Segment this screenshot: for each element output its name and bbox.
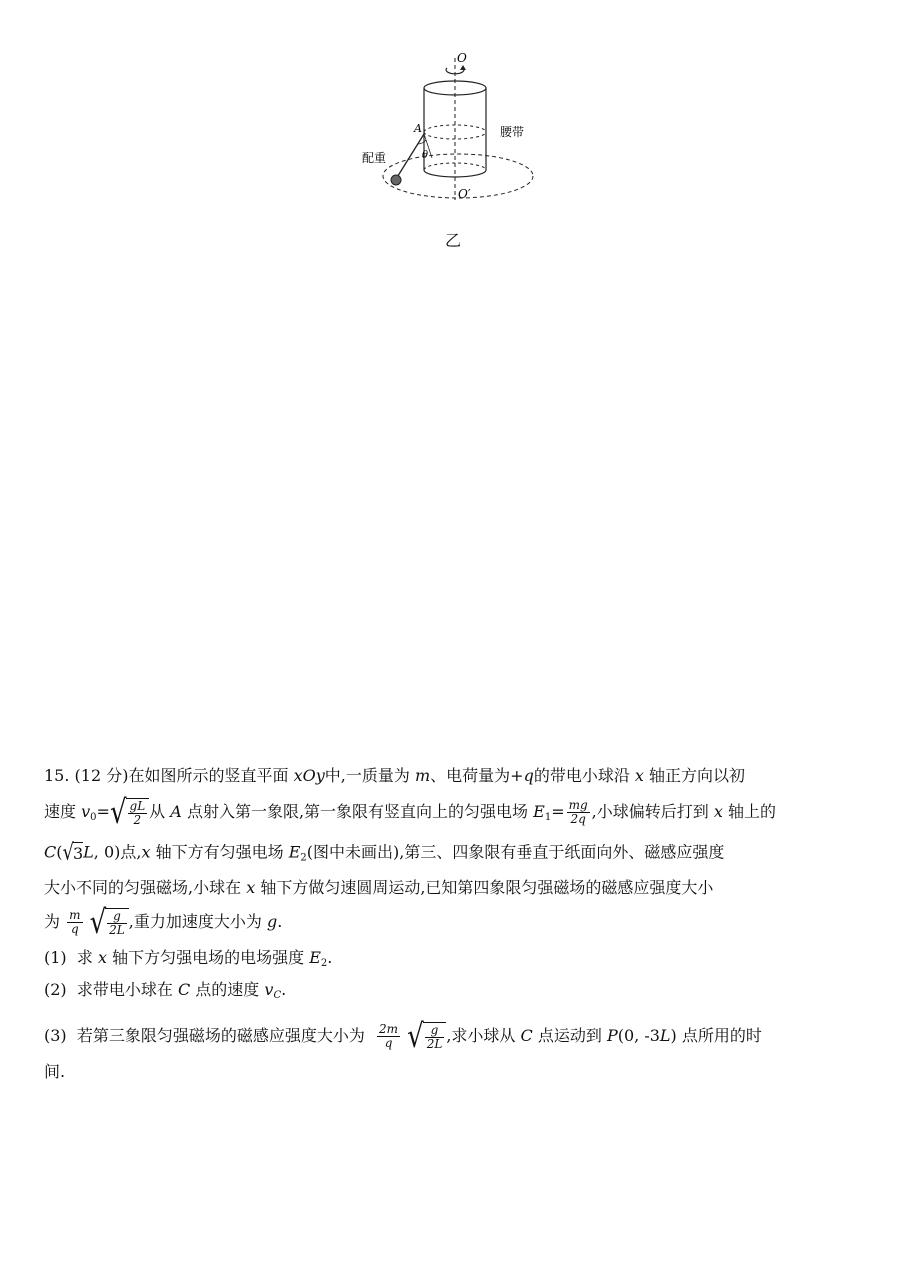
text: = <box>551 802 565 821</box>
text: 求 <box>76 948 93 967</box>
frac-num: m <box>69 908 81 922</box>
label-weight: 配重 <box>362 151 387 165</box>
text: 若第三象限匀强磁场的磁感应强度大小为 <box>76 1026 365 1045</box>
text: (图中未画出),第三、四象限有垂直于纸面向外、磁感应强度 <box>306 842 725 862</box>
var-g: g <box>266 912 278 931</box>
text: ,小球偏转后打到 <box>591 802 709 821</box>
text: 点的速度 <box>195 980 260 999</box>
text: . <box>277 912 283 931</box>
sub-1: 1 <box>544 812 552 823</box>
text: 间. <box>44 1062 66 1081</box>
sqrt-3: √ 3 <box>62 839 84 866</box>
text: 求带电小球在 <box>76 980 173 999</box>
sqrt-g-2l: √ $\frac{g}{2L}$ <box>90 908 129 937</box>
question-1 <box>44 948 332 968</box>
text: 轴正方向以初 <box>649 766 746 785</box>
var-e2: E <box>309 948 321 967</box>
text: 轴下方做匀速圆周运动,已知第四象限匀强磁场的磁感应强度大小 <box>260 878 714 897</box>
text: . <box>281 980 287 999</box>
frac-m-q <box>67 909 82 936</box>
text: ,重力加速度大小为 <box>128 912 262 931</box>
text: 中,一质量为 <box>324 766 410 785</box>
label-axis-bottom: O′ <box>458 187 471 201</box>
var-m: m <box>414 766 431 785</box>
sqrt-gl-2: √ $\frac{gL}{2}$ <box>110 798 149 827</box>
sub-2: 2 <box>300 852 307 864</box>
text: 为 <box>44 912 61 931</box>
question-number: (3) <box>44 1026 67 1045</box>
text: 在如图所示的竖直平面 <box>128 766 289 785</box>
var-e1: E <box>533 802 545 821</box>
text: . <box>327 948 333 967</box>
sub-c: C <box>273 990 282 1001</box>
text: 点, <box>120 842 142 862</box>
frac-den: q <box>384 1036 393 1050</box>
text: , 0) <box>93 842 121 862</box>
var-c: C <box>520 1026 533 1045</box>
var-plane: xOy <box>293 766 325 785</box>
text: ,求小球从 <box>446 1026 516 1045</box>
label-belt: 腰带 <box>500 125 525 139</box>
text: = <box>96 802 110 821</box>
frac-num: g <box>107 910 127 924</box>
problem-line-4 <box>44 878 713 898</box>
figure-caption: 乙 <box>445 231 462 250</box>
label-point-a: A <box>414 122 422 135</box>
rope <box>396 134 424 179</box>
label-axis-top: O <box>457 51 467 65</box>
frac-den: 2L <box>426 1037 443 1051</box>
text: 大小不同的匀强磁场,小球在 <box>44 878 242 897</box>
text: 轴下方匀强电场的电场强度 <box>112 948 305 967</box>
frac-mg-2q <box>567 799 590 826</box>
problem-line-3 <box>44 840 724 866</box>
frac-num: mg <box>568 798 588 812</box>
problem-line-2 <box>44 793 776 832</box>
var-l: L <box>659 1026 671 1045</box>
problem-line-1 <box>44 766 745 786</box>
var-p: P <box>606 1026 618 1045</box>
var-x: x <box>141 842 151 862</box>
frac-num: 2m <box>379 1022 399 1036</box>
sqrt-content: 3 <box>72 844 84 863</box>
question-number: (1) <box>44 948 67 967</box>
question-3 <box>44 1017 762 1056</box>
sqrt-g-2l: √ $\frac{g}{2L}$ <box>407 1022 446 1051</box>
question-number: (2) <box>44 980 67 999</box>
cylinder-diagram <box>360 48 550 248</box>
question-2 <box>44 980 286 1000</box>
frac-num: gL <box>129 799 146 813</box>
var-v0: v <box>81 802 91 821</box>
text: ) <box>670 1026 677 1045</box>
text: 点所用的时 <box>681 1026 762 1045</box>
var-c: C <box>177 980 191 999</box>
text: 点运动到 <box>537 1026 602 1045</box>
text: 轴下方有匀强电场 <box>155 842 284 862</box>
text: 速度 <box>44 802 77 821</box>
var-x: x <box>246 878 256 897</box>
var-q: q <box>523 766 534 785</box>
var-vc: v <box>264 980 274 999</box>
problem-number: 15. <box>44 766 70 785</box>
frac-den: 2L <box>109 923 125 937</box>
var-l: L <box>83 842 94 862</box>
sub-0: 0 <box>90 812 97 823</box>
problem-line-5 <box>44 903 283 942</box>
text: 点射入第一象限,第一象限有竖直向上的匀强电场 <box>186 802 529 821</box>
question-3-cont <box>44 1062 65 1082</box>
text: 、电荷量为+ <box>430 766 524 785</box>
frac-den: 2 <box>133 813 142 827</box>
text: 的带电小球沿 <box>533 766 630 785</box>
problem-score: (12 分) <box>74 766 129 785</box>
var-e2: E <box>288 842 301 862</box>
weight-ball <box>391 175 401 185</box>
cylinder-figure <box>360 48 550 248</box>
frac-den: q <box>70 922 79 936</box>
text: (0, -3 <box>617 1026 660 1045</box>
text: 轴上的 <box>727 802 776 821</box>
rotation-arrowhead <box>460 65 466 70</box>
var-c: C <box>44 842 57 862</box>
frac-2m-q <box>377 1023 400 1050</box>
label-angle: θ <box>422 150 429 161</box>
text: ( <box>56 842 63 862</box>
sub-2: 2 <box>320 958 328 969</box>
frac-den: 2q <box>570 812 586 826</box>
text: 从 <box>149 802 166 821</box>
frac-num: g <box>425 1024 445 1038</box>
var-a: A <box>170 802 182 821</box>
var-x: x <box>634 766 644 785</box>
var-x: x <box>713 802 723 821</box>
var-x: x <box>97 948 107 967</box>
